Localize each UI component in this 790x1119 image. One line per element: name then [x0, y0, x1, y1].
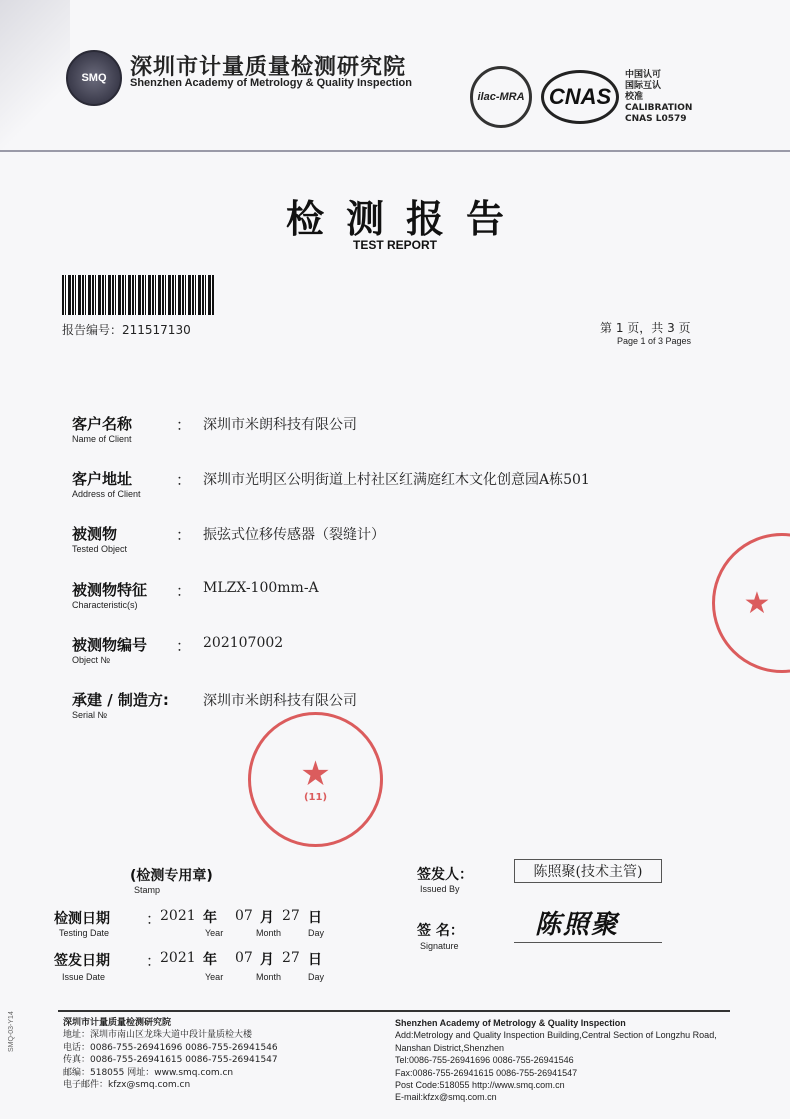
month-label-cn: 月 [260, 952, 274, 968]
footer-line: E-mail:kfzx@smq.com.cn [395, 1092, 497, 1103]
stamp-label-cn: (检测专用章) [130, 868, 213, 884]
field-label-en: Name of Client [72, 434, 132, 444]
signature-label-en: Signature [420, 941, 459, 951]
cnas-line: CALIBRATION [625, 103, 693, 113]
header-divider [0, 150, 790, 152]
field-value: 深圳市米朗科技有限公司 [203, 693, 357, 709]
official-seal-stamp [248, 712, 383, 847]
signature-label-cn: 签 名： [417, 923, 464, 939]
footer-line: Nanshan District,Shenzhen [395, 1042, 505, 1053]
smq-logo [66, 50, 122, 106]
form-code: SMQ-03-Y14 [8, 1011, 15, 1052]
seal-number: (11) [303, 792, 328, 803]
footer-contact-en [395, 1017, 717, 1104]
year-label-en: Year [205, 972, 224, 982]
field-value: 振弦式位移传感器（裂缝计） [203, 527, 385, 543]
month-label-en: Month [256, 928, 282, 938]
paper-fold-shadow [0, 0, 70, 150]
cnas-line: 校准 [625, 92, 644, 102]
testing-month: 07 [235, 908, 253, 924]
ilac-mra-logo [470, 66, 532, 128]
field-label-cn: 承建 / 制造方: [72, 691, 169, 709]
ilac-mra-text: ilac-MRA [477, 91, 525, 103]
field-colon: ： [176, 471, 192, 489]
org-name-cn: 深圳市计量质量检测研究院 [130, 55, 407, 80]
field-label-cn: 客户名称 [72, 415, 133, 433]
cnas-line: CNAS L0579 [625, 114, 687, 124]
footer-line: 深圳市计量质量检测研究院 [63, 1018, 172, 1028]
field-label-cn: 客户地址 [72, 470, 133, 488]
issue-date-label-en: Issue Date [62, 972, 106, 982]
field-label-cn: 被测物 [72, 525, 118, 543]
field-colon: ： [176, 637, 192, 655]
day-label-en: Day [308, 972, 325, 982]
barcode [62, 275, 214, 315]
issue-month: 07 [235, 950, 253, 966]
field-colon: ： [176, 526, 192, 544]
issued-by-label-cn: 签发人： [417, 867, 473, 883]
seal-star-icon: ★ [300, 754, 331, 794]
footer-line: 电话：0086-755-26941696 0086-755-26941546 [63, 1042, 278, 1053]
testing-date-label-cn: 检测日期 [54, 911, 110, 927]
field-label-en: Address of Client [72, 489, 141, 499]
field-label-en: Tested Object [72, 544, 128, 554]
footer-line: Fax:0086-755-26941615 0086-755-26941547 [395, 1067, 578, 1078]
footer-line: 地址：深圳市南山区龙珠大道中段计量质检大楼 [63, 1030, 253, 1041]
footer-line: Tel:0086-755-26941696 0086-755-26941546 [395, 1055, 574, 1066]
field-colon: ： [176, 416, 192, 434]
footer-line: 邮编：518055 网址：www.smq.com.cn [63, 1067, 234, 1078]
report-title-cn: 检测报告 [285, 197, 526, 241]
footer-line: 传真：0086-755-26941615 0086-755-26941547 [63, 1055, 278, 1066]
org-name-en: Shenzhen Academy of Metrology & Quality Inspection [130, 77, 412, 89]
issued-by-value: 陈照聚(技术主管) [514, 859, 662, 883]
field-label-cn: 被测物编号 [72, 636, 148, 654]
report-title-en: TEST REPORT [352, 238, 437, 252]
field-value: 深圳市米朗科技有限公司 [203, 417, 357, 433]
month-label-en: Month [256, 972, 282, 982]
day-label-en: Day [308, 928, 325, 938]
date-colon: ： [146, 910, 162, 928]
testing-year: 2021 [160, 908, 196, 924]
footer-line: Add:Metrology and Quality Inspection Building,Central Section of Longzhu Road, [395, 1030, 717, 1041]
year-label-cn: 年 [203, 952, 217, 968]
signature-line [514, 942, 662, 943]
year-label-en: Year [205, 928, 224, 938]
edge-seal-star-icon: ★ [743, 585, 771, 621]
cnas-line: 国际互认 [625, 81, 662, 91]
issue-day: 27 [282, 950, 300, 966]
field-colon: ： [176, 582, 192, 600]
smq-logo-text: SMQ [81, 72, 107, 84]
page-info-cn: 第 1 页，共 3 页 [600, 321, 691, 335]
report-number: 报告编号：211517130 [62, 323, 191, 337]
page-info-en: Page 1 of 3 Pages [617, 336, 692, 346]
date-colon: ： [146, 952, 162, 970]
field-label-cn: 被测物特征 [72, 581, 148, 599]
field-value: 202107002 [203, 635, 284, 651]
footer-line: Shenzhen Academy of Metrology & Quality Inspection [395, 1018, 626, 1028]
footer-divider [58, 1010, 730, 1012]
footer-line: Post Code:518055 http://www.smq.com.cn [395, 1080, 565, 1091]
day-label-cn: 日 [308, 952, 322, 968]
year-label-cn: 年 [203, 910, 217, 926]
footer-contact-cn [63, 1017, 278, 1091]
handwritten-signature: 陈照聚 [535, 910, 620, 940]
field-label-en: Characteristic(s) [72, 600, 138, 610]
stamp-label-en: Stamp [134, 885, 161, 895]
footer-line: 电子邮件：kfzx@smq.com.cn [63, 1080, 191, 1091]
field-label-en: Serial № [72, 710, 108, 720]
month-label-cn: 月 [260, 910, 274, 926]
cnas-logo [541, 70, 619, 124]
testing-day: 27 [282, 908, 300, 924]
cnas-accreditation-text [625, 70, 692, 125]
issue-year: 2021 [160, 950, 196, 966]
field-label-en: Object № [72, 655, 111, 665]
edge-seal-stamp [712, 533, 790, 673]
issue-date-label-cn: 签发日期 [54, 953, 110, 969]
issued-by-label-en: Issued By [420, 884, 460, 894]
day-label-cn: 日 [308, 910, 322, 926]
cnas-line: 中国认可 [625, 70, 662, 80]
field-value: 深圳市光明区公明街道上村社区红满庭红木文化创意园A栋501 [203, 472, 590, 488]
testing-date-label-en: Testing Date [59, 928, 110, 938]
cnas-text: CNAS [548, 84, 612, 109]
field-value: MLZX-100mm-A [203, 580, 319, 596]
